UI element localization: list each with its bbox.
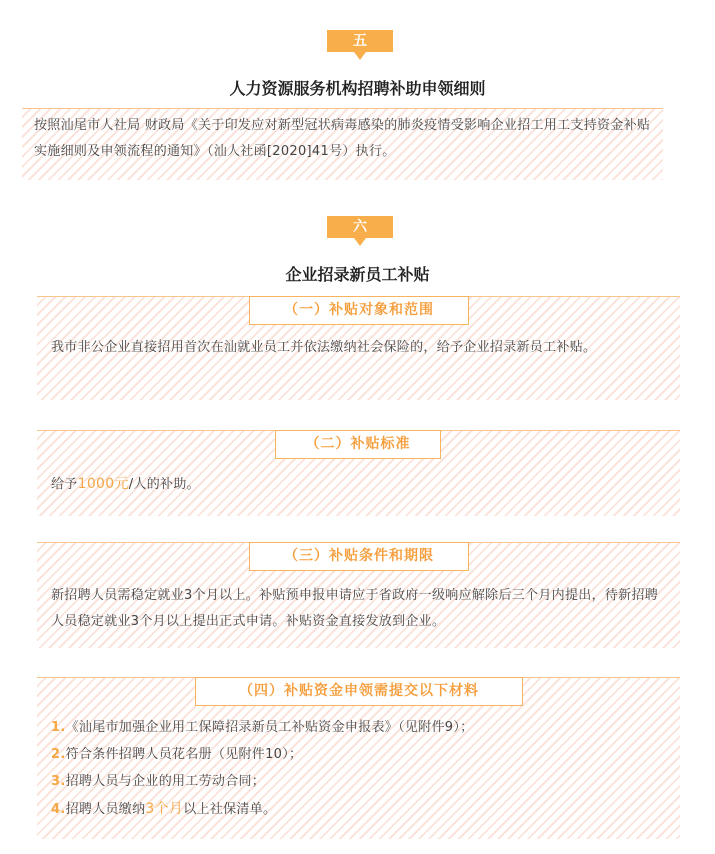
section-number-badge: 六 [327,216,393,238]
subsection-paragraph [51,471,671,498]
list-number: 3. [51,774,66,789]
list-item [51,745,302,765]
section-title: 人力资源服务机构招聘补助申领细则 [229,79,486,98]
list-item-text: 《汕尾市加强企业用工保障招录新员工补贴资金申报表》（见附件9）； [65,720,474,735]
list-number: 4. [51,802,66,817]
list-number: 1. [51,720,66,735]
list-item-text: 招聘人员与企业的用工劳动合同； [65,774,266,789]
list-item-text: 招聘人员缴纳 [65,802,146,817]
list-item [51,718,473,738]
subsidy-amount: 1000元 [77,476,129,492]
subsection-paragraph: 我市非公企业直接招用首次在汕就业员工并依法缴纳社会保险的，给予企业招录新员工补贴。 [51,340,597,355]
section-title: 企业招录新员工补贴 [285,265,430,284]
section-number-badge: 五 [327,30,393,52]
subsection-heading: （四）补贴资金申领需提交以下材料 [195,677,523,706]
list-item [51,772,265,792]
subsection-paragraph: 新招聘人员需稳定就业3个月以上。补贴预申报申请应于省政府一级响应解除后三个月内提出，待新招聘人员稳定就业3个月以上提出正式申请。补贴资金直接发放到企业。 [51,588,659,629]
section-content-box [22,108,663,180]
list-item-text: 以上社保清单。 [183,802,277,817]
list-number: 2. [51,747,66,762]
list-item [51,799,276,820]
subsection-heading: （二）补贴标准 [275,430,441,459]
section-paragraph: 按照汕尾市人社局 财政局《关于印发应对新型冠状病毒感染的肺炎疫情受影响企业招工用工支持资金补贴实施细则及申领流程的通知》（汕人社函[2020]41号）执行。 [34,118,651,159]
subsection-heading: （三）补贴条件和期限 [249,542,469,571]
standard-text-after: /人的补助。 [128,477,200,492]
subsection-heading: （一）补贴对象和范围 [249,296,469,325]
list-item-text: 符合条件招聘人员花名册（见附件10）； [65,747,303,762]
list-item-highlight: 3个月 [145,801,184,817]
standard-text-before: 给予 [51,477,78,492]
